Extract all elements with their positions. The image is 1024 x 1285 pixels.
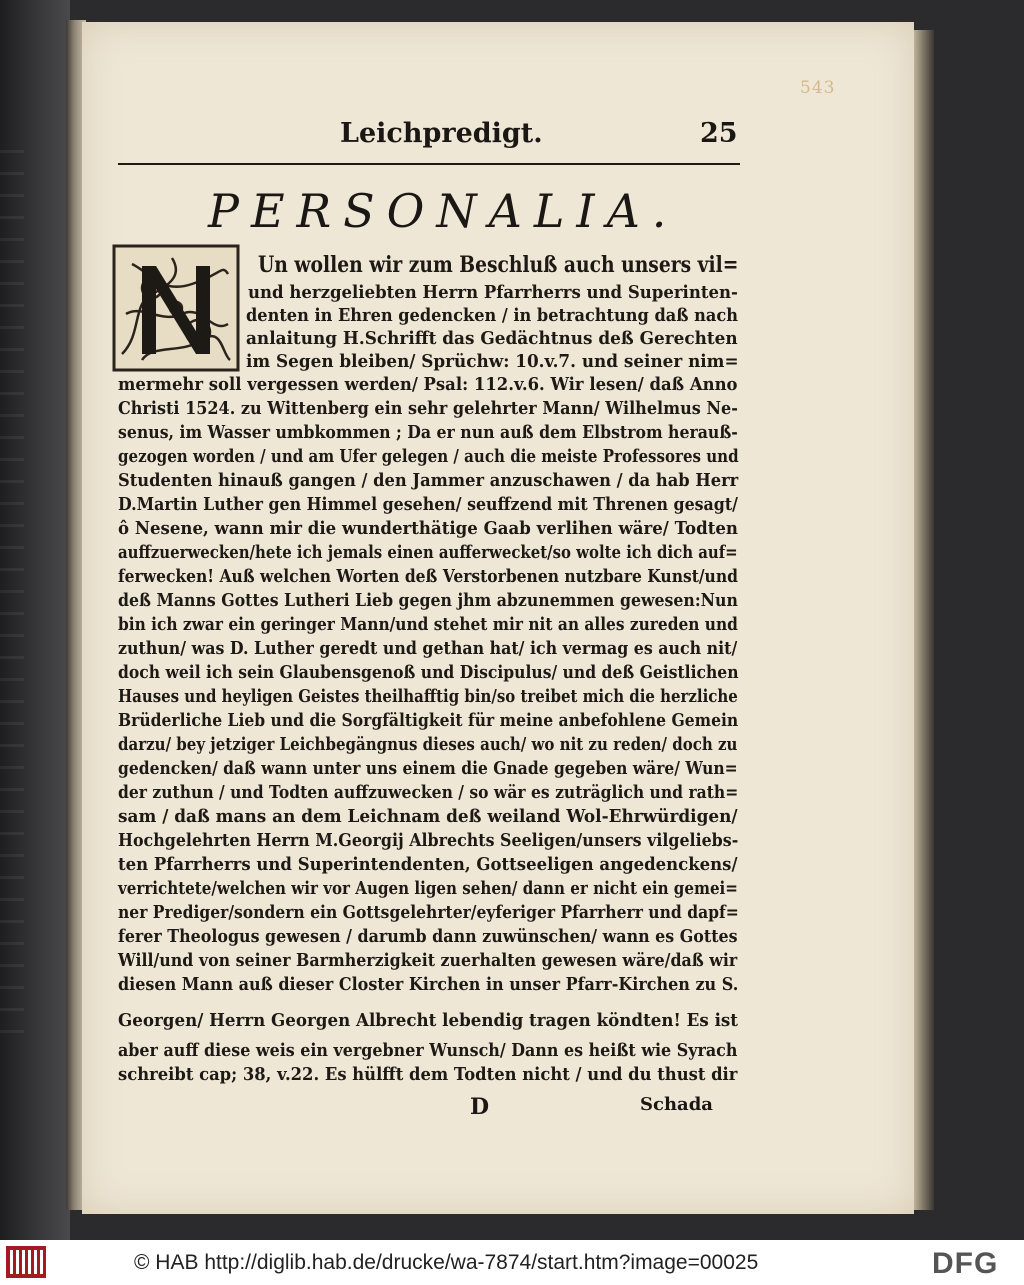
text-line: schreibt cap; 38, v.22. Es hülfft dem Todten nicht / und du thust dir xyxy=(118,1064,738,1085)
section-title: PERSONALIA. xyxy=(208,184,679,238)
text-line: Hauses und heyligen Geistes theilhafftig bin/so treibet mich die herzliche xyxy=(118,686,738,707)
text-line: Hochgelehrten Herrn M.Georgij Albrechts Seeligen/unsers vilgeliebs- xyxy=(118,830,739,851)
page-edge xyxy=(912,30,934,1210)
running-header: Leichpredigt. xyxy=(340,118,543,149)
text-line: im Segen bleiben/ Sprüchw: 10.v.7. und seiner nim= xyxy=(246,351,739,372)
catchword: Schada xyxy=(640,1094,713,1115)
text-line: sam / daß mans an dem Leichnam deß weiland Wol-Ehrwürdigen/ xyxy=(118,806,738,827)
text-line: darzu/ bey jetziger Leichbegängnus dieses auch/ wo nit zu reden/ doch zu xyxy=(118,734,738,755)
text-line: der zuthun / und Todten auffzuwecken / so wär es zuträglich und rath= xyxy=(118,782,739,803)
text-line: zuthun/ was D. Luther geredt und gethan hat/ ich vermag es auch nit/ xyxy=(118,638,738,659)
source-link[interactable]: © HAB http://diglib.hab.de/drucke/wa-7874/start.htm?image=00025 xyxy=(134,1251,759,1274)
text-line: ferer Theologus gewesen / darumb dann zuwünschen/ wann es Gottes xyxy=(118,926,738,947)
text-line: ô Nesene, wann mir die wunderthätige Gaab verlihen wäre/ Todten xyxy=(118,518,738,539)
pencil-annotation: 543 xyxy=(800,78,836,98)
text-line: Studenten hinauß gangen / den Jammer anzuschawen / da hab Herr xyxy=(118,470,739,491)
text-line: doch weil ich sein Glaubensgenoß und Discipulus/ und deß Geistlichen xyxy=(118,662,739,683)
text-line: gedencken/ daß wann unter uns einem die Gnade gegeben wäre/ Wun= xyxy=(118,758,738,779)
text-line: gezogen worden / und am Ufer gelegen / auch die meiste Professores und xyxy=(118,446,739,467)
text-line: deß Manns Gottes Lutheri Lieb gegen jhm abzunemmen gewesen:Nun xyxy=(118,590,738,611)
text-line: Will/und von seiner Barmherzigkeit zuerhalten gewesen wäre/daß wir xyxy=(118,950,738,971)
text-line: ferwecken! Auß welchen Worten deß Verstorbenen nutzbare Kunst/und xyxy=(118,566,738,587)
text-line: diesen Mann auß dieser Closter Kirchen in unser Pfarr-Kirchen zu S. xyxy=(118,974,739,995)
text-line: Christi 1524. zu Wittenberg ein sehr gelehrter Mann/ Wilhelmus Ne- xyxy=(118,398,738,419)
text-line: denten in Ehren gedencken / in betrachtung daß nach xyxy=(246,305,738,326)
text-line: bin ich zwar ein geringer Mann/und stehet mir nit an alles zureden und xyxy=(118,614,738,635)
text-line: D.Martin Luther gen Himmel gesehen/ seuffzend mit Threnen gesagt/ xyxy=(118,494,738,515)
text-line: aber auff diese weis ein vergebner Wunsch/ Dann es heißt wie Syrach xyxy=(118,1040,738,1061)
text-line: ten Pfarrherrs und Superintendenten, Gottseeligen angedenckens/ xyxy=(118,854,738,875)
signature-mark: D xyxy=(470,1094,490,1120)
text-line: ner Prediger/sondern ein Gottsgelehrter/eyferiger Pfarrherr und dapf= xyxy=(118,902,739,923)
page-number: 25 xyxy=(700,118,738,149)
hab-logo-icon[interactable] xyxy=(6,1246,46,1278)
text-line: Georgen/ Herrn Georgen Albrecht lebendig tragen köndten! Es ist xyxy=(118,1010,739,1031)
text-line: mermehr soll vergessen werden/ Psal: 112.v.6. Wir lesen/ daß Anno xyxy=(118,374,738,395)
text-line: anlaitung H.Schrifft das Gedächtnus deß Gerechten xyxy=(246,328,738,349)
text-line: und herzgeliebten Herrn Pfarrherrs und Superinten- xyxy=(248,282,738,303)
text-line: auffzuerwecken/hete ich jemals einen aufferwecket/so wolte ich dich auf= xyxy=(118,542,738,563)
text-line: senus, im Wasser umbkommen ; Da er nun auß dem Elbstrom herauß- xyxy=(118,422,738,443)
text-line: Brüderliche Lieb und die Sorgfältigkeit für meine anbefohlene Gemein xyxy=(118,710,739,731)
dfg-logo[interactable]: DFG xyxy=(932,1247,999,1280)
text-line: verrichtete/welchen wir vor Augen ligen sehen/ dann er nicht ein gemei= xyxy=(118,878,738,899)
text-line: Un wollen wir zum Beschluß auch unsers vil= xyxy=(258,252,739,278)
